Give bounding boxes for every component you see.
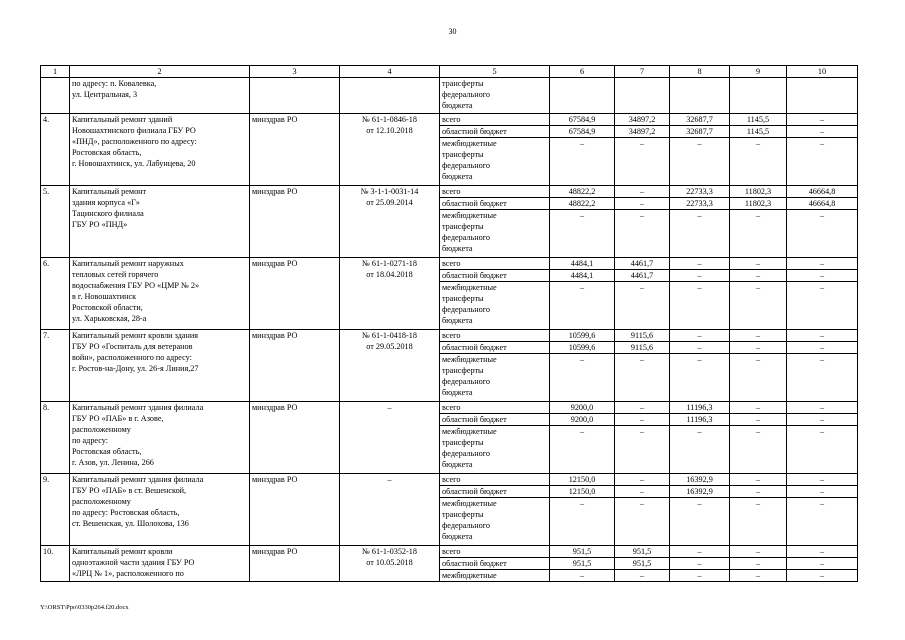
header-cell: 5 xyxy=(440,66,550,78)
cell-value: – xyxy=(730,282,787,330)
cell-num: 9. xyxy=(41,474,70,546)
cell-value: 11196,3 xyxy=(670,414,730,426)
cell-value: – xyxy=(550,210,615,258)
cell-value: – xyxy=(670,330,730,342)
cell-value: – xyxy=(615,498,670,546)
cell-value: – xyxy=(615,402,670,414)
cell-customer: минздрав РО xyxy=(250,186,340,258)
cell-source-total: всего xyxy=(440,546,550,558)
header-cell: 8 xyxy=(670,66,730,78)
cell-value: – xyxy=(730,138,787,186)
cell-value: – xyxy=(550,498,615,546)
footer-file-path: Y:\ORST\Ppo\0330p264.f20.docx xyxy=(40,604,129,611)
cell-value: 951,5 xyxy=(615,558,670,570)
table-row xyxy=(41,330,858,342)
cell-value: – xyxy=(550,282,615,330)
cell-num: 6. xyxy=(41,258,70,330)
cell-value: 4461,7 xyxy=(615,258,670,270)
cell-value: – xyxy=(787,498,858,546)
cell-value: – xyxy=(730,498,787,546)
cell-value: – xyxy=(615,414,670,426)
table-row xyxy=(41,114,858,126)
cell-value xyxy=(730,78,787,114)
cell-value: – xyxy=(730,558,787,570)
cell-value: – xyxy=(550,426,615,474)
cell-value: – xyxy=(670,558,730,570)
cell-source-total: всего xyxy=(440,114,550,126)
cell-value: 22733,3 xyxy=(670,198,730,210)
table-row xyxy=(41,258,858,270)
cell-value: – xyxy=(787,342,858,354)
cell-value: – xyxy=(670,354,730,402)
cell-value: – xyxy=(670,570,730,582)
cell-object-name: Капитальный ремонт здания филиала ГБУ РО «ПАБ» в ст. Вешенской, расположенному по адресу: Ростовская область, ст. Вешенская, ул. Шолохова, 136 xyxy=(70,474,250,546)
cell-value: – xyxy=(730,258,787,270)
cell-source-total: всего xyxy=(440,258,550,270)
cell-value: 34897,2 xyxy=(615,114,670,126)
cell-value: 4461,7 xyxy=(615,270,670,282)
cell-value: – xyxy=(670,210,730,258)
cell-source-transfer: межбюджетные трансферты федерального бюджета xyxy=(440,282,550,330)
cell-object-name: Капитальный ремонт здания корпуса «Г» Тацинского филиала ГБУ РО «ПНД» xyxy=(70,186,250,258)
header-cell: 1 xyxy=(41,66,70,78)
cell-doc: № 61-1-0352-18 от 10.05.2018 xyxy=(340,546,440,582)
cell-value: – xyxy=(787,486,858,498)
cell-value: – xyxy=(730,570,787,582)
cell-value: – xyxy=(787,114,858,126)
cell-value: – xyxy=(787,210,858,258)
table-row xyxy=(41,402,858,414)
cell-value: 9200,0 xyxy=(550,414,615,426)
cell-num: 7. xyxy=(41,330,70,402)
cell-value: 10599,6 xyxy=(550,330,615,342)
cell-value: – xyxy=(615,282,670,330)
page-number: 30 xyxy=(448,27,457,36)
cell-value: – xyxy=(787,258,858,270)
header-cell: 7 xyxy=(615,66,670,78)
cell-value: – xyxy=(670,342,730,354)
cell-value: 11802,3 xyxy=(730,186,787,198)
cell-num: 8. xyxy=(41,402,70,474)
cell-source-transfer: межбюджетные трансферты федерального бюджета xyxy=(440,426,550,474)
cell-value: 4484,1 xyxy=(550,270,615,282)
cell-value: 1145,5 xyxy=(730,126,787,138)
cell-source-transfer: межбюджетные трансферты федерального бюджета xyxy=(440,138,550,186)
cell-num: 5. xyxy=(41,186,70,258)
cell-value: – xyxy=(730,474,787,486)
cell-value: – xyxy=(787,426,858,474)
cell-value: – xyxy=(615,426,670,474)
budget-table xyxy=(40,65,858,582)
cell-value: 12150,0 xyxy=(550,486,615,498)
cell-value: – xyxy=(670,138,730,186)
table-row xyxy=(41,186,858,198)
cell-customer: минздрав РО xyxy=(250,114,340,186)
cell-value: 46664,8 xyxy=(787,186,858,198)
cell-value: – xyxy=(787,402,858,414)
cell-value: – xyxy=(787,282,858,330)
cell-customer: минздрав РО xyxy=(250,330,340,402)
cell-value: 4484,1 xyxy=(550,258,615,270)
continuation-row xyxy=(41,78,858,114)
cell-source-regional: областной бюджет xyxy=(440,414,550,426)
cell-object-name: Капитальный ремонт наружных тепловых сетей горячего водоснабжения ГБУ РО «ЦМР № 2» в г. Новошахтинск Ростовской области, ул. Харьковская, 28-а xyxy=(70,258,250,330)
cell-num: 4. xyxy=(41,114,70,186)
cell-customer: минздрав РО xyxy=(250,474,340,546)
cell-value: – xyxy=(615,474,670,486)
cell-source-total: всего xyxy=(440,402,550,414)
cell-value: 48822,2 xyxy=(550,186,615,198)
cell-value: – xyxy=(615,138,670,186)
cell-value xyxy=(615,78,670,114)
cell-value: – xyxy=(550,138,615,186)
cell-doc: – xyxy=(340,474,440,546)
cell-source-total: всего xyxy=(440,474,550,486)
header-cell: 6 xyxy=(550,66,615,78)
cell-doc: – xyxy=(340,402,440,474)
cell-value: 22733,3 xyxy=(670,186,730,198)
cell-customer xyxy=(250,78,340,114)
cell-value: 32687,7 xyxy=(670,114,730,126)
cell-value: 951,5 xyxy=(550,546,615,558)
cell-value: 16392,9 xyxy=(670,474,730,486)
cell-value: – xyxy=(615,198,670,210)
cell-value xyxy=(787,78,858,114)
cell-doc: № 61-1-0271-18 от 18.04.2018 xyxy=(340,258,440,330)
cell-value: – xyxy=(670,426,730,474)
cell-value: – xyxy=(730,270,787,282)
cell-source-transfer: межбюджетные трансферты федерального бюджета xyxy=(440,354,550,402)
cell-value: – xyxy=(787,126,858,138)
cell-source-regional: областной бюджет xyxy=(440,126,550,138)
cell-value: – xyxy=(670,546,730,558)
cell-source-regional: областной бюджет xyxy=(440,198,550,210)
cell-value: – xyxy=(787,546,858,558)
table-row xyxy=(41,546,858,558)
cell-num xyxy=(41,78,70,114)
cell-value xyxy=(670,78,730,114)
cell-source-total: всего xyxy=(440,186,550,198)
cell-value: – xyxy=(787,330,858,342)
cell-object-name: Капитальный ремонт кровли здания ГБУ РО «Госпиталь для ветеранов войн», расположенного по адресу: г. Ростов-на-Дону, ул. 26-я Линия,27 xyxy=(70,330,250,402)
cell-value: – xyxy=(787,354,858,402)
cell-value: – xyxy=(615,354,670,402)
cell-value: – xyxy=(787,270,858,282)
cell-doc: № 3-1-1-0031-14 от 25.09.2014 xyxy=(340,186,440,258)
cell-source-transfer: межбюджетные трансферты федерального бюджета xyxy=(440,210,550,258)
cell-value: 11802,3 xyxy=(730,198,787,210)
header-cell: 4 xyxy=(340,66,440,78)
cell-object-name: Капитальный ремонт зданий Новошахтинского филиала ГБУ РО «ПНД», расположенного по адресу: Ростовская область, г. Новошахтинск, ул. Лабунцева, 20 xyxy=(70,114,250,186)
cell-value: 11196,3 xyxy=(670,402,730,414)
cell-value: – xyxy=(670,258,730,270)
cell-value: – xyxy=(787,570,858,582)
cell-source-regional: областной бюджет xyxy=(440,342,550,354)
cell-value: 32687,7 xyxy=(670,126,730,138)
cell-source-transfer: межбюджетные трансферты федерального бюджета xyxy=(440,498,550,546)
cell-value: – xyxy=(615,486,670,498)
header-cell: 2 xyxy=(70,66,250,78)
cell-value: 1145,5 xyxy=(730,114,787,126)
cell-value: – xyxy=(730,546,787,558)
cell-value: – xyxy=(730,330,787,342)
cell-object-name: Капитальный ремонт здания филиала ГБУ РО «ПАБ» в г. Азове, расположенному по адресу: Ростовская область, г. Азов, ул. Ленина, 266 xyxy=(70,402,250,474)
header-cell: 3 xyxy=(250,66,340,78)
cell-value: – xyxy=(730,342,787,354)
cell-object-name: Капитальный ремонт кровли одноэтажной части здания ГБУ РО «ЛРЦ № 1», расположенного по xyxy=(70,546,250,582)
cell-value: – xyxy=(787,474,858,486)
cell-num: 10. xyxy=(41,546,70,582)
cell-doc: № 61-1-0418-18 от 29.05.2018 xyxy=(340,330,440,402)
cell-source-regional: областной бюджет xyxy=(440,270,550,282)
cell-source-transfer: межбюджетные xyxy=(440,570,550,582)
cell-value: 951,5 xyxy=(615,546,670,558)
cell-doc: № 61-1-0846-18 от 12.10.2018 xyxy=(340,114,440,186)
cell-value: – xyxy=(787,558,858,570)
cell-value: 16392,9 xyxy=(670,486,730,498)
cell-source-regional: областной бюджет xyxy=(440,558,550,570)
cell-object-name: по адресу: п. Ковалевка, ул. Центральная, 3 xyxy=(70,78,250,114)
cell-value: – xyxy=(787,138,858,186)
cell-value: 951,5 xyxy=(550,558,615,570)
cell-value: – xyxy=(670,498,730,546)
cell-value: – xyxy=(787,414,858,426)
cell-customer: минздрав РО xyxy=(250,402,340,474)
cell-value: – xyxy=(730,414,787,426)
cell-value: – xyxy=(730,402,787,414)
cell-value: 48822,2 xyxy=(550,198,615,210)
cell-value: – xyxy=(670,282,730,330)
cell-value: – xyxy=(730,486,787,498)
cell-value: 9200,0 xyxy=(550,402,615,414)
cell-value: 67584,9 xyxy=(550,114,615,126)
cell-source-total: всего xyxy=(440,330,550,342)
header-cell: 9 xyxy=(730,66,787,78)
cell-value: – xyxy=(730,210,787,258)
cell-value: 67584,9 xyxy=(550,126,615,138)
cell-value xyxy=(550,78,615,114)
cell-value: – xyxy=(730,426,787,474)
cell-value: – xyxy=(550,570,615,582)
header-cell: 10 xyxy=(787,66,858,78)
cell-value: 9115,6 xyxy=(615,330,670,342)
cell-value: 34897,2 xyxy=(615,126,670,138)
cell-source: трансферты федерального бюджета xyxy=(440,78,550,114)
cell-value: – xyxy=(670,270,730,282)
table-header-row xyxy=(41,66,858,78)
cell-customer: минздрав РО xyxy=(250,546,340,582)
cell-value: – xyxy=(615,186,670,198)
cell-source-regional: областной бюджет xyxy=(440,486,550,498)
cell-value: 9115,6 xyxy=(615,342,670,354)
cell-value: 46664,8 xyxy=(787,198,858,210)
cell-doc xyxy=(340,78,440,114)
table-row xyxy=(41,474,858,486)
cell-value: – xyxy=(615,570,670,582)
cell-value: – xyxy=(730,354,787,402)
cell-value: 12150,0 xyxy=(550,474,615,486)
cell-value: – xyxy=(615,210,670,258)
cell-customer: минздрав РО xyxy=(250,258,340,330)
cell-value: 10599,6 xyxy=(550,342,615,354)
cell-value: – xyxy=(550,354,615,402)
